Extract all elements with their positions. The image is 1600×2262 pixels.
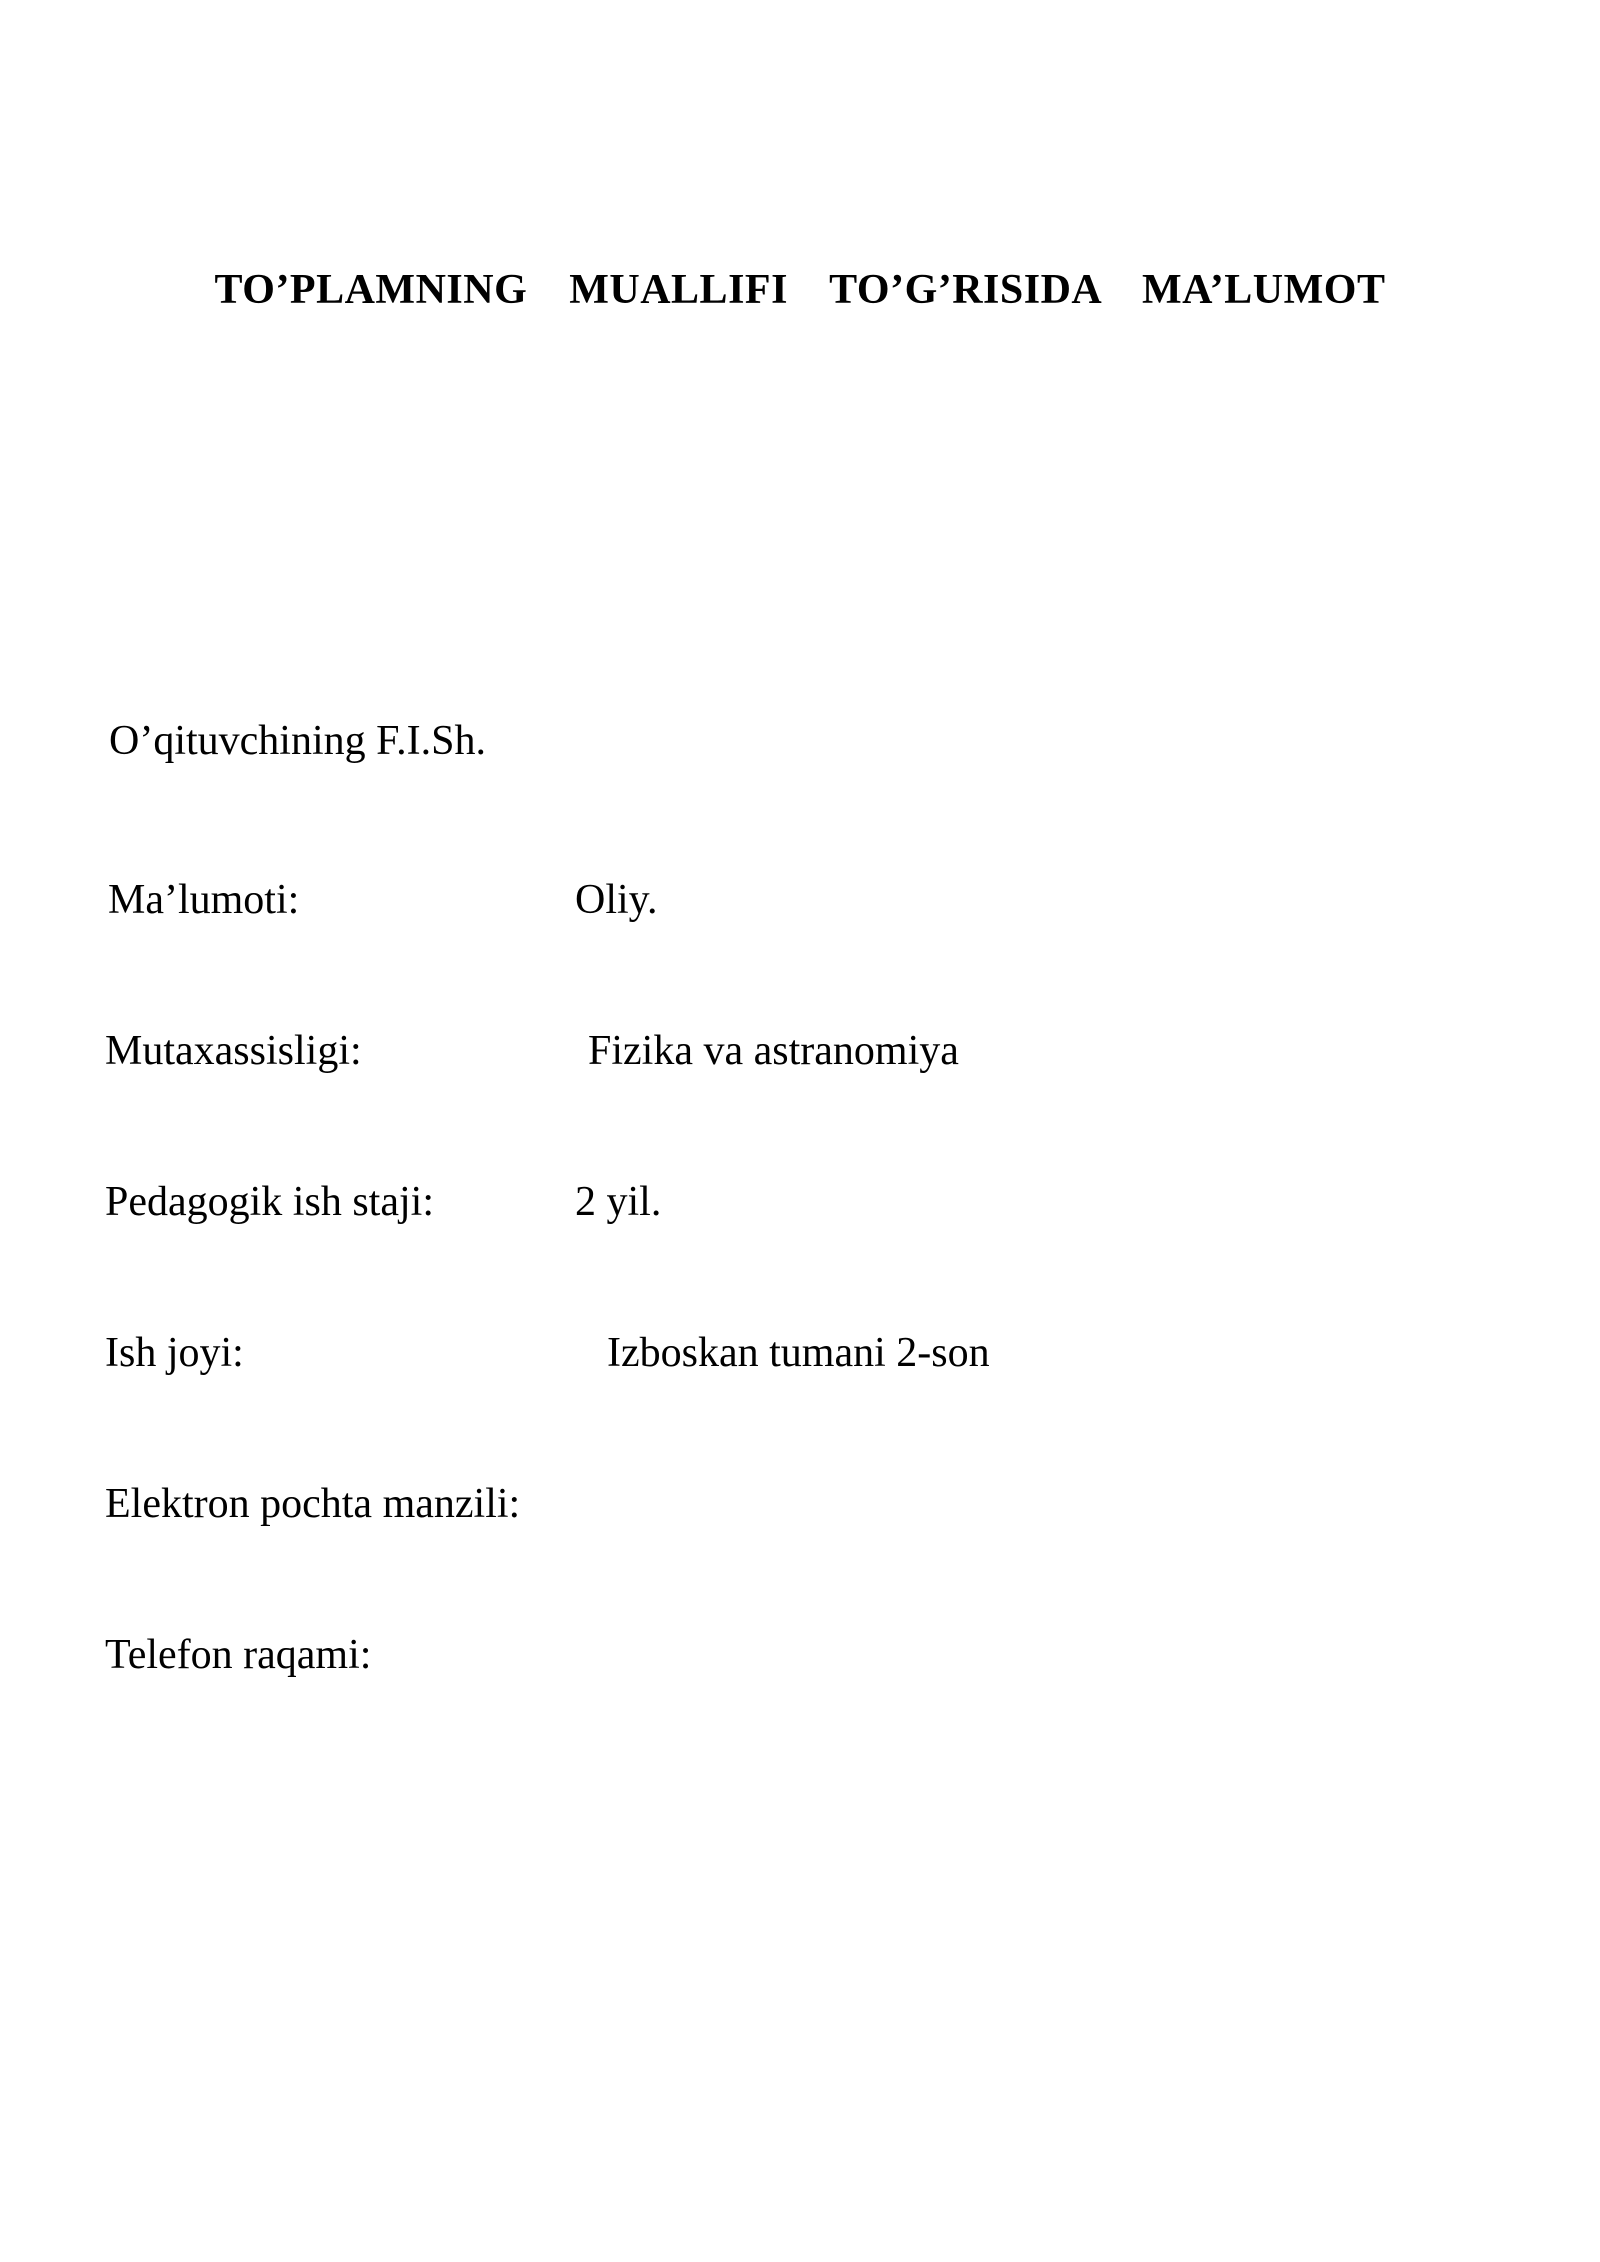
field-label-email: Elektron pochta manzili:	[105, 1481, 521, 1527]
field-value-education: Oliy.	[575, 877, 658, 923]
field-value-specialty: Fizika va astranomiya	[588, 1028, 959, 1074]
field-label-workplace: Ish joyi:	[105, 1330, 244, 1376]
field-value-workplace: Izboskan tumani 2-son	[607, 1330, 990, 1376]
field-label-teacher-name: O’qituvchining F.I.Sh.	[109, 718, 486, 764]
field-label-education: Ma’lumoti:	[108, 877, 300, 923]
field-value-teaching-experience: 2 yil.	[575, 1179, 662, 1225]
document-title: TO’PLAMNING MUALLIFI TO’G’RISIDA MA’LUMOT	[214, 267, 1386, 313]
field-label-specialty: Mutaxassisligi:	[105, 1028, 362, 1074]
field-label-phone: Telefon raqami:	[105, 1632, 372, 1678]
field-label-teaching-experience: Pedagogik ish staji:	[105, 1179, 434, 1225]
